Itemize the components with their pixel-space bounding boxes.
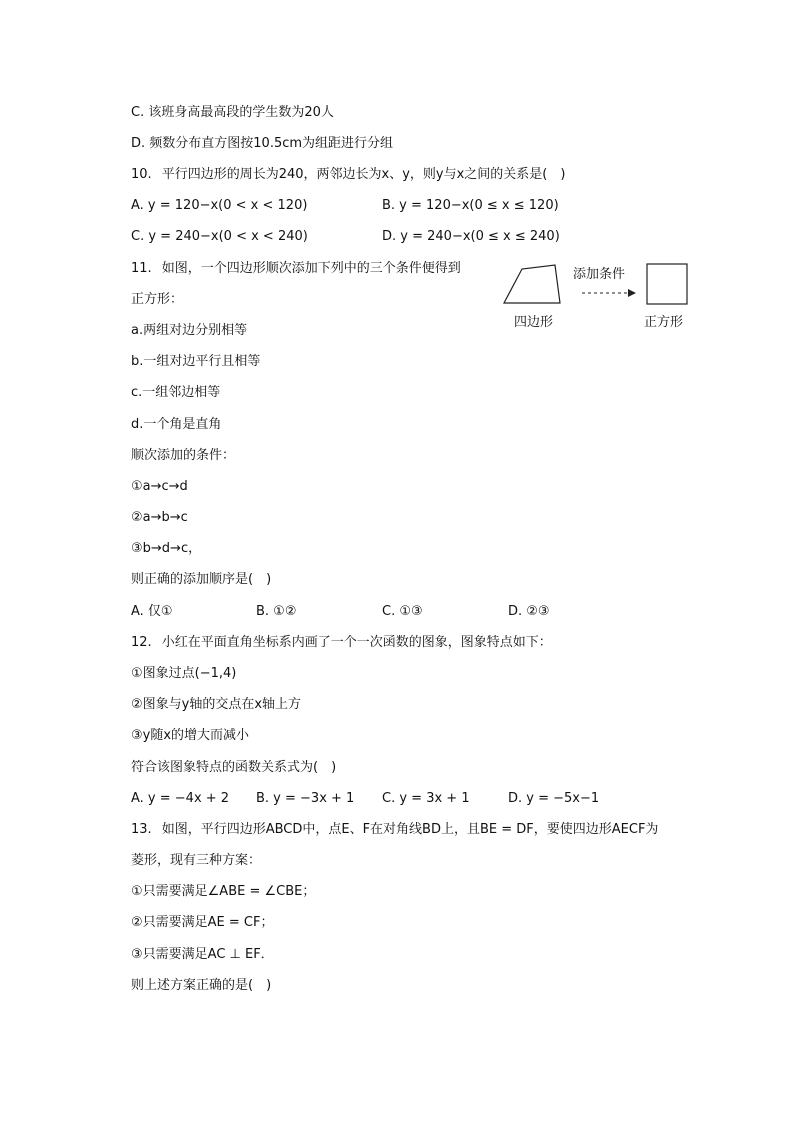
quadrilateral-to-square-figure	[500, 262, 700, 337]
q11-stem-line1	[131, 260, 461, 278]
q13-plan-3: ③只需要满足AC ⊥ EF．	[131, 947, 274, 962]
q11-stem-line2: 正方形：	[131, 292, 184, 307]
figure-label-quadrilateral: 四边形	[514, 315, 554, 330]
q12-option-d: D. y = −5x−1	[508, 791, 600, 806]
q11-sequence-3: ③b→d→c，	[131, 541, 202, 556]
q10-stem	[131, 166, 565, 184]
q12-option-c: C. y = 3x + 1	[382, 791, 470, 806]
q13-plan-1: ①只需要满足∠ABE = ∠CBE；	[131, 884, 316, 899]
q13-number: 13.	[131, 822, 152, 837]
q12-feature-3: ③y随x的增大而减小	[131, 728, 250, 743]
q12-option-b: B. y = −3x + 1	[256, 791, 355, 806]
q12-feature-2: ②图象与y轴的交点在x轴上方	[131, 697, 302, 712]
q13-plan-2: ②只需要满足AE = CF；	[131, 915, 274, 930]
figure-label-square: 正方形	[644, 315, 684, 330]
q11-stem-text: 如图，一个四边形顺次添加下列中的三个条件便得到	[161, 261, 461, 276]
q13-stem-text: 如图，平行四边形ABCD中，点E、F在对角线BD上，且BE = DF，要使四边形AECF为	[161, 822, 659, 837]
q9-option-d: D. 频数分布直方图按10.5cm为组距进行分组	[131, 136, 394, 151]
q11-option-d: D. ②③	[508, 604, 550, 619]
q10-number: 10.	[131, 167, 152, 182]
q10-stem-text: 平行四边形的周长为240，两邻边长为x、y，则y与x之间的关系是( )	[161, 167, 566, 182]
q11-option-b: B. ①②	[256, 604, 297, 619]
quadrilateral-shape	[504, 265, 560, 303]
q12-option-a: A. y = −4x + 2	[131, 791, 230, 806]
q11-sequence-1: ①a→c→d	[131, 479, 188, 494]
q10-option-d: D. y = 240−x(0 ≤ x ≤ 240)	[382, 229, 560, 244]
q9-option-c: C. 该班身高最高段的学生数为20人	[131, 105, 334, 120]
figure-label-add-condition: 添加条件	[573, 267, 626, 282]
q11-condition-c: c.一组邻边相等	[131, 385, 221, 400]
q10-option-b: B. y = 120−x(0 ≤ x ≤ 120)	[382, 198, 559, 213]
q11-ask: 则正确的添加顺序是( )	[131, 572, 272, 587]
q12-stem	[131, 634, 552, 652]
q12-ask: 符合该图象特点的函数关系式为( )	[131, 760, 337, 775]
q12-stem-text: 小红在平面直角坐标系内画了一个一次函数的图象，图象特点如下：	[161, 635, 552, 650]
q11-number: 11.	[131, 261, 152, 276]
q11-sequence-title: 顺次添加的条件：	[131, 448, 236, 463]
q12-feature-1: ①图象过点(−1,4)	[131, 666, 237, 681]
q11-sequence-2: ②a→b→c	[131, 510, 188, 525]
q10-option-c: C. y = 240−x(0 < x < 240)	[131, 229, 308, 244]
q11-condition-b: b.一组对边平行且相等	[131, 354, 261, 369]
q12-number: 12.	[131, 635, 152, 650]
q10-option-a: A. y = 120−x(0 < x < 120)	[131, 198, 308, 213]
q13-stem-line1	[131, 821, 658, 839]
q11-option-c: C. ①③	[382, 604, 423, 619]
arrow-head-icon	[628, 289, 636, 297]
q13-stem-line2: 菱形，现有三种方案：	[131, 853, 262, 868]
q11-option-a: A. 仅①	[131, 604, 173, 619]
q11-condition-a: a.两组对边分别相等	[131, 323, 248, 338]
q13-ask: 则上述方案正确的是( )	[131, 978, 272, 993]
q11-condition-d: d.一个角是直角	[131, 417, 222, 432]
square-shape	[647, 264, 687, 304]
